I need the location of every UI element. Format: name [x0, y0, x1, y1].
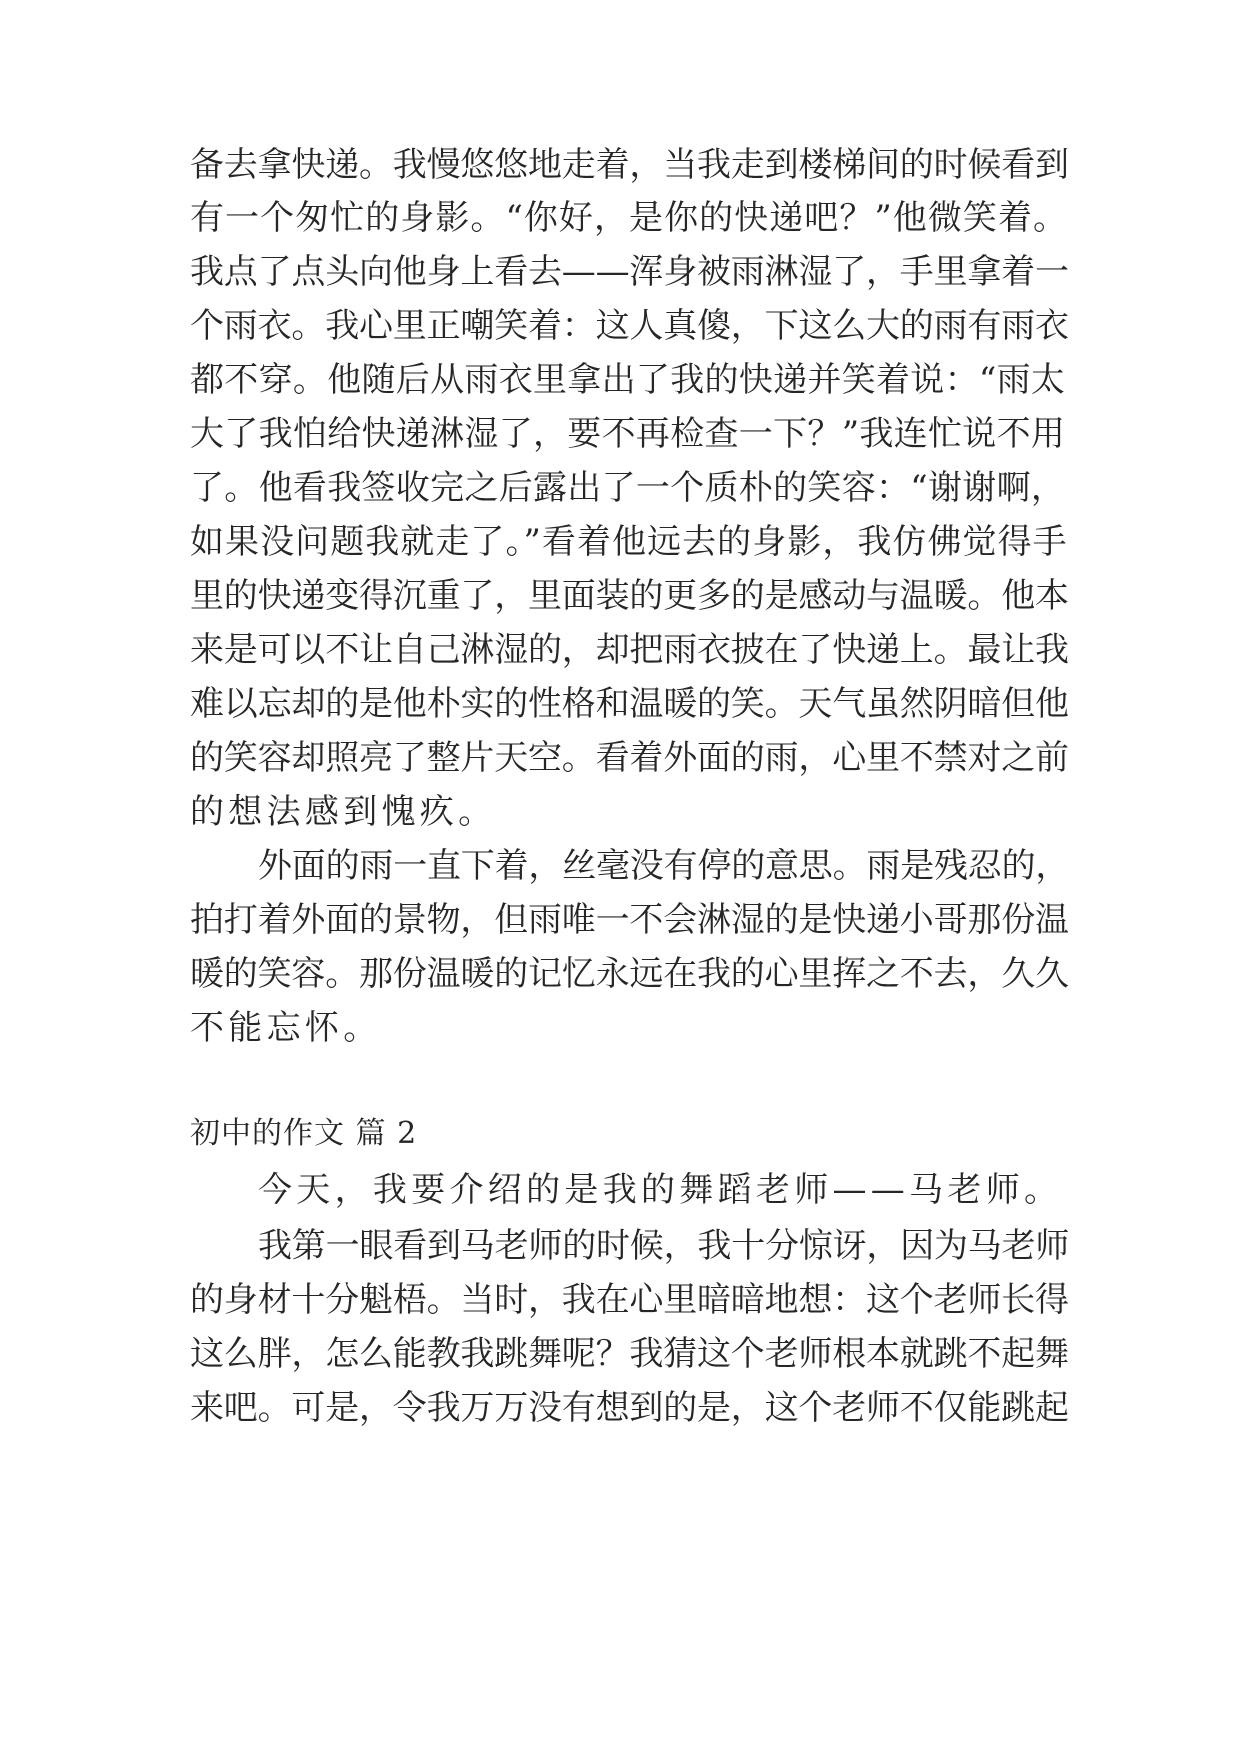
essay1-line: 我点了点头向他身上看去——浑身被雨淋湿了，手里拿着一 [190, 252, 1069, 292]
essay1-line: 的想法感到愧疚。 [190, 792, 497, 832]
essay1-line: 难以忘却的是他朴实的性格和温暖的笑。天气虽然阴暗但他 [190, 684, 1069, 724]
essay1-closing-line: 拍打着外面的景物，但雨唯一不会淋湿的是快递小哥那份温 [190, 900, 1069, 940]
essay1-line: 如果没问题我就走了。”看着他远去的身影，我仿佛觉得手 [190, 522, 1068, 562]
essay1-line: 的笑容却照亮了整片天空。看着外面的雨，心里不禁对之前 [190, 738, 1069, 778]
essay1-closing-line: 外面的雨一直下着，丝毫没有停的意思。雨是残忍的， [258, 846, 1070, 886]
essay2-intro-line: 今天，我要介绍的是我的舞蹈老师——马老师。 [258, 1170, 1063, 1210]
essay1-closing-line: 不能忘怀。 [190, 1008, 382, 1048]
essay2-line: 的身材十分魁梧。当时，我在心里暗暗地想：这个老师长得 [190, 1280, 1069, 1320]
essay1-line: 备去拿快递。我慢悠悠地走着，当我走到楼梯间的时候看到 [190, 145, 1069, 185]
essay2-line: 这么胖，怎么能教我跳舞呢？我猜这个老师根本就跳不起舞 [190, 1334, 1069, 1374]
essay1-line: 了。他看我签收完之后露出了一个质朴的笑容：“谢谢啊， [190, 468, 1066, 508]
essay1-line: 个雨衣。我心里正嘲笑着：这人真傻，下这么大的雨有雨衣 [190, 306, 1069, 346]
essay1-line: 有一个匆忙的身影。“你好，是你的快递吧？”他微笑着。 [190, 198, 1069, 238]
essay1-line: 来是可以不让自己淋湿的，却把雨衣披在了快递上。最让我 [190, 630, 1069, 670]
essay1-closing-line: 暖的笑容。那份温暖的记忆永远在我的心里挥之不去，久久 [190, 954, 1069, 994]
essay1-line: 大了我怕给快递淋湿了，要不再检查一下？”我连忙说不用 [190, 414, 1066, 454]
essay1-line: 都不穿。他随后从雨衣里拿出了我的快递并笑着说：“雨太 [190, 360, 1066, 400]
essay1-line: 里的快递变得沉重了，里面装的更多的是感动与温暖。他本 [190, 576, 1069, 616]
essay2-heading: 初中的作文 篇 2 [190, 1116, 418, 1151]
essay2-line: 来吧。可是，令我万万没有想到的是，这个老师不仅能跳起 [190, 1388, 1069, 1428]
essay2-line: 我第一眼看到马老师的时候，我十分惊讶，因为马老师 [258, 1226, 1070, 1266]
